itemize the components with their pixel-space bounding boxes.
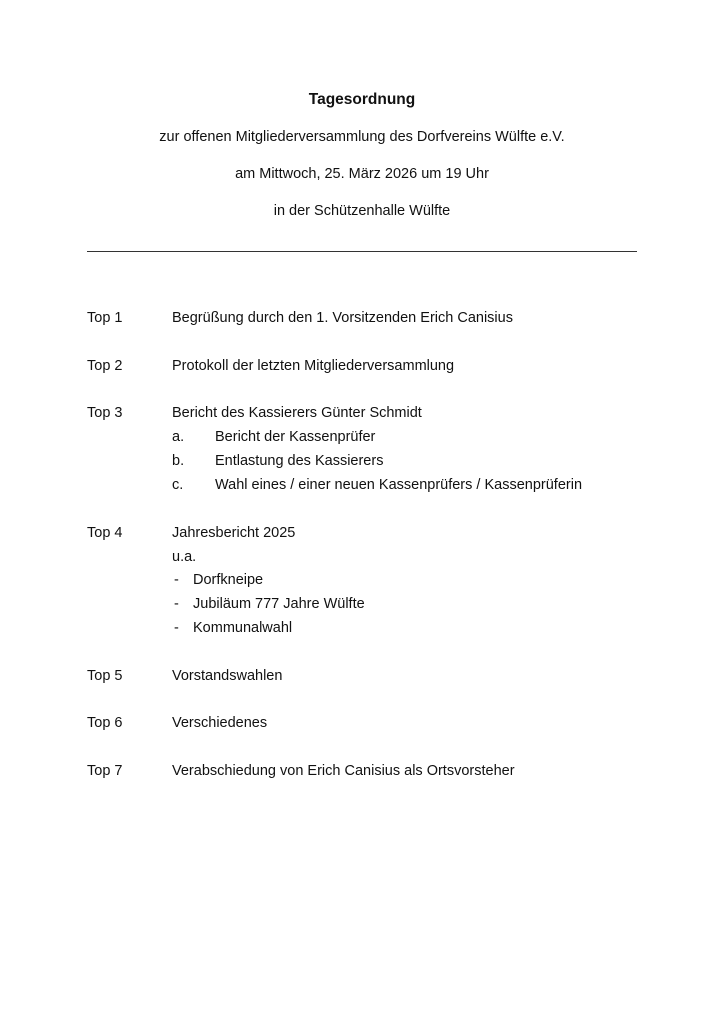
- document-title: Tagesordnung: [308, 91, 416, 108]
- subtitle-date: am Mittwoch, 25. März 2026 um 19 Uhr: [235, 166, 489, 182]
- sub-marker: c.: [172, 477, 184, 493]
- sub-item: Jubiläum 777 Jahre Wülfte: [193, 596, 365, 612]
- sub-marker: -: [174, 620, 179, 636]
- agenda-text-6: Verschiedenes: [172, 715, 268, 731]
- sub-item: Bericht der Kassenprüfer: [215, 429, 376, 445]
- sub-marker: -: [174, 572, 179, 588]
- agenda-label-1: Top 1: [87, 310, 123, 326]
- agenda-label-2: Top 2: [87, 358, 123, 374]
- sub-item: Dorfkneipe: [193, 572, 264, 588]
- sub-item: Entlastung des Kassierers: [215, 453, 384, 469]
- agenda-label-4: Top 4: [87, 525, 123, 541]
- agenda-label-7: Top 7: [87, 763, 123, 779]
- divider: [87, 251, 637, 252]
- sub-item: Kommunalwahl: [193, 620, 293, 636]
- subtitle-location: in der Schützenhalle Wülfte: [273, 203, 451, 219]
- agenda-text-5: Vorstandswahlen: [172, 668, 283, 684]
- agenda-text-1: Begrüßung durch den 1. Vorsitzenden Erich Canisius: [172, 310, 513, 326]
- sub-item: Wahl eines / einer neuen Kassenprüfers / Kassenprüferin: [215, 477, 583, 493]
- agenda-text-4: Jahresbericht 2025: [172, 525, 296, 541]
- agenda-text-7: Verabschiedung von Erich Canisius als Ortsvorsteher: [172, 763, 515, 779]
- agenda-label-5: Top 5: [87, 668, 123, 684]
- agenda-label-6: Top 6: [87, 715, 123, 731]
- sub-marker: -: [174, 596, 179, 612]
- sub-marker: b.: [172, 453, 185, 469]
- agenda-text-2: Protokoll der letzten Mitgliederversammlung: [172, 358, 455, 374]
- agenda-label-3: Top 3: [87, 405, 123, 421]
- agenda-note-4: u.a.: [172, 549, 197, 565]
- subtitle-meeting: zur offenen Mitgliederversammlung des Dorfvereins Wülfte e.V.: [159, 129, 565, 145]
- agenda-text-3: Bericht des Kassierers Günter Schmidt: [172, 405, 422, 421]
- sub-marker: a.: [172, 429, 185, 445]
